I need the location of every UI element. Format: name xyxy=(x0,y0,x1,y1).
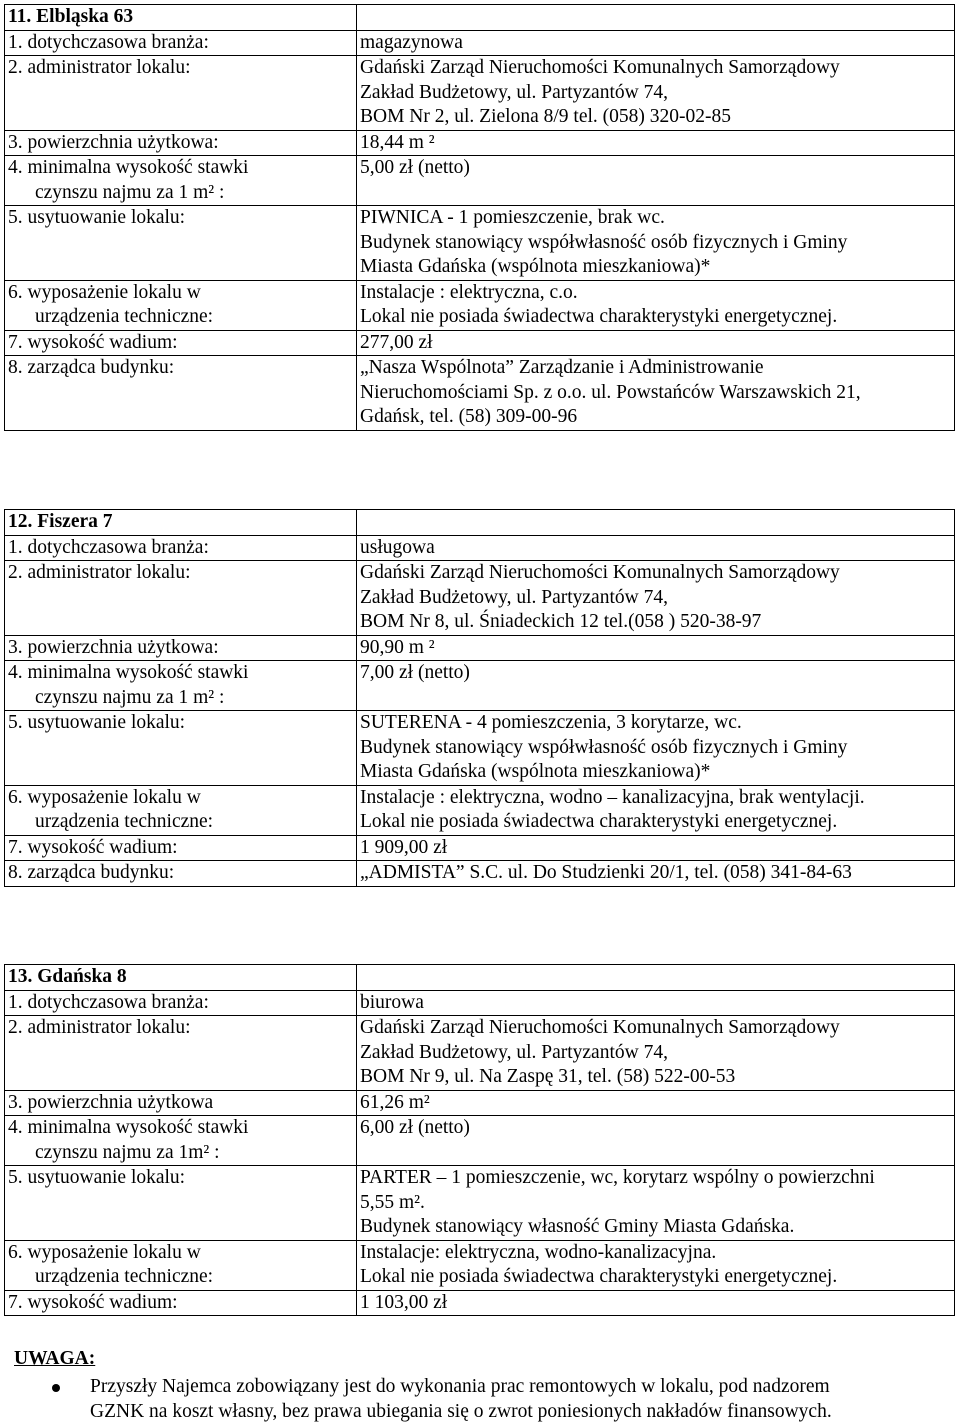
row-label-line: 7. wysokość wadium: xyxy=(8,331,178,353)
row-value-line: 1 909,00 zł xyxy=(360,836,448,858)
property-table-body xyxy=(5,965,955,1316)
property-row-equipment xyxy=(5,1240,955,1290)
row-value xyxy=(357,1166,955,1241)
row-value-line: Lokal nie posiada świadectwa charakterystyki energetycznej. xyxy=(360,306,838,327)
property-header-row xyxy=(5,5,955,31)
row-label-line: 2. administrator lokalu: xyxy=(8,562,191,583)
property-row-min-rent xyxy=(5,661,955,711)
row-value-line: Gdański Zarząd Nieruchomości Komunalnych Samorządowy xyxy=(360,562,840,583)
note-title: UWAGA: xyxy=(14,1348,96,1369)
row-value xyxy=(357,635,955,661)
row-label xyxy=(5,535,357,561)
row-value-line: 5,55 m². xyxy=(360,1191,425,1213)
row-value-line: BOM Nr 8, ul. Śniadeckich 12 tel.(058 ) 520-38-97 xyxy=(360,611,762,632)
row-value xyxy=(357,1090,955,1116)
property-table-gdanska-8 xyxy=(4,964,955,1316)
property-row-location xyxy=(5,1166,955,1241)
property-row-manager xyxy=(5,861,955,887)
property-header-row xyxy=(5,965,955,991)
row-value xyxy=(357,330,955,356)
row-value-line: Zakład Budżetowy, ul. Partyzantów 74, xyxy=(360,586,668,608)
property-header-empty-cell xyxy=(357,965,955,991)
row-label-line: 6. wyposażenie lokalu w xyxy=(8,281,201,303)
row-value-line: biurowa xyxy=(360,991,424,1013)
row-value-line: Instalacje: elektryczna, wodno-kanalizacyjna. xyxy=(360,1241,717,1263)
row-value-line: PARTER – 1 pomieszczenie, wc, korytarz wspólny o powierzchni xyxy=(360,1167,875,1188)
row-label-line: 6. wyposażenie lokalu w xyxy=(8,1241,201,1263)
row-label xyxy=(5,206,357,281)
row-value-line: Budynek stanowiący współwłasność osób fizycznych i Gminy xyxy=(360,231,848,253)
property-table-elblaska-63 xyxy=(4,4,955,431)
row-label-line: 7. wysokość wadium: xyxy=(8,1291,178,1313)
note-line: GZNK na koszt własny, bez prawa ubiegania się o zwrot poniesionych nakładów finansowych. xyxy=(90,1400,832,1422)
row-value-line: Lokal nie posiada świadectwa charakterystyki energetycznej. xyxy=(360,1266,838,1287)
row-value-line: 90,90 m ² xyxy=(360,636,435,658)
row-label xyxy=(5,56,357,131)
row-value-line: Lokal nie posiada świadectwa charakterystyki energetycznej. xyxy=(360,811,838,832)
row-value-line: usługowa xyxy=(360,536,435,558)
row-label-line: 5. usytuowanie lokalu: xyxy=(8,207,186,228)
row-label xyxy=(5,356,357,431)
row-value xyxy=(357,661,955,711)
row-value-line: magazynowa xyxy=(360,31,463,53)
row-value xyxy=(357,1240,955,1290)
row-value xyxy=(357,280,955,330)
row-label-line: czynszu najmu za 1m² : xyxy=(35,1141,220,1163)
row-label xyxy=(5,861,357,887)
row-value xyxy=(357,356,955,431)
row-value xyxy=(357,785,955,835)
row-label xyxy=(5,330,357,356)
row-value-line: 6,00 zł (netto) xyxy=(360,1117,470,1138)
property-table-body xyxy=(5,5,955,431)
row-label xyxy=(5,561,357,636)
property-row-branch xyxy=(5,30,955,56)
row-value-line: Gdański Zarząd Nieruchomości Komunalnych Samorządowy xyxy=(360,57,840,78)
note-list-item xyxy=(14,1375,954,1424)
row-value-line: 61,26 m² xyxy=(360,1091,430,1113)
row-label xyxy=(5,1090,357,1116)
property-row-area xyxy=(5,635,955,661)
property-row-equipment xyxy=(5,785,955,835)
row-label xyxy=(5,130,357,156)
row-value-line: Gdański Zarząd Nieruchomości Komunalnych Samorządowy xyxy=(360,1017,840,1038)
property-title: 11. Elbląska 63 xyxy=(5,5,357,31)
property-row-min-rent xyxy=(5,156,955,206)
row-label-line: urządzenia techniczne: xyxy=(35,306,214,327)
row-label xyxy=(5,990,357,1016)
row-label-line: 5. usytuowanie lokalu: xyxy=(8,712,186,733)
row-label-line: 5. usytuowanie lokalu: xyxy=(8,1167,186,1188)
note-section xyxy=(14,1347,954,1424)
row-value-line: PIWNICA - 1 pomieszczenie, brak wc. xyxy=(360,207,665,228)
row-label xyxy=(5,1116,357,1166)
row-label xyxy=(5,30,357,56)
note-list xyxy=(14,1375,954,1424)
row-label-line: czynszu najmu za 1 m² : xyxy=(35,181,225,203)
row-value xyxy=(357,711,955,786)
row-value xyxy=(357,535,955,561)
row-label-line: 2. administrator lokalu: xyxy=(8,1017,191,1038)
row-label xyxy=(5,1016,357,1091)
row-label-line: 8. zarządca budynku: xyxy=(8,357,175,378)
property-row-branch xyxy=(5,535,955,561)
row-label-line: urządzenia techniczne: xyxy=(35,1266,214,1287)
row-label xyxy=(5,785,357,835)
property-row-manager xyxy=(5,356,955,431)
row-label xyxy=(5,661,357,711)
property-row-area xyxy=(5,130,955,156)
row-label xyxy=(5,1166,357,1241)
property-row-administrator xyxy=(5,561,955,636)
row-value-line: 5,00 zł (netto) xyxy=(360,157,470,178)
row-label xyxy=(5,280,357,330)
row-value-line: SUTERENA - 4 pomieszczenia, 3 korytarze, wc. xyxy=(360,712,742,733)
row-label-line: urządzenia techniczne: xyxy=(35,811,214,832)
bullet-icon xyxy=(52,1384,60,1392)
row-label xyxy=(5,1290,357,1316)
property-row-deposit xyxy=(5,330,955,356)
row-value-line: BOM Nr 9, ul. Na Zaspę 31, tel. (58) 522-00-53 xyxy=(360,1066,736,1087)
property-row-administrator xyxy=(5,56,955,131)
row-label-line: 8. zarządca budynku: xyxy=(8,862,175,883)
row-label-line: 1. dotychczasowa branża: xyxy=(8,991,209,1013)
property-row-administrator xyxy=(5,1016,955,1091)
property-table-body xyxy=(5,510,955,887)
row-label-line: 4. minimalna wysokość stawki xyxy=(8,662,249,683)
row-value xyxy=(357,561,955,636)
property-header-row xyxy=(5,510,955,536)
row-value xyxy=(357,156,955,206)
row-value xyxy=(357,861,955,887)
row-value-line: 277,00 zł xyxy=(360,331,433,353)
row-label-line: 2. administrator lokalu: xyxy=(8,57,191,78)
row-label xyxy=(5,711,357,786)
row-value-line: Nieruchomościami Sp. z o.o. ul. Powstańców Warszawskich 21, xyxy=(360,381,861,403)
row-label-line: 3. powierzchnia użytkowa: xyxy=(8,131,219,153)
row-value-line: Instalacje : elektryczna, wodno – kanalizacyjna, brak wentylacji. xyxy=(360,786,865,808)
row-value-line: Zakład Budżetowy, ul. Partyzantów 74, xyxy=(360,81,668,103)
property-row-deposit xyxy=(5,835,955,861)
property-row-branch xyxy=(5,990,955,1016)
row-value-line: 1 103,00 zł xyxy=(360,1291,448,1313)
row-label-line: czynszu najmu za 1 m² : xyxy=(35,686,225,708)
row-value xyxy=(357,1016,955,1091)
row-value-line: Zakład Budżetowy, ul. Partyzantów 74, xyxy=(360,1041,668,1063)
row-value-line: Instalacje : elektryczna, c.o. xyxy=(360,281,578,303)
row-value xyxy=(357,1116,955,1166)
row-label-line: 3. powierzchnia użytkowa: xyxy=(8,636,219,658)
row-label-line: 4. minimalna wysokość stawki xyxy=(8,1117,249,1138)
row-value-line: Budynek stanowiący własność Gminy Miasta Gdańska. xyxy=(360,1216,795,1237)
row-value xyxy=(357,990,955,1016)
property-row-equipment xyxy=(5,280,955,330)
row-label-line: 1. dotychczasowa branża: xyxy=(8,536,209,558)
row-label-line: 6. wyposażenie lokalu w xyxy=(8,786,201,808)
row-value xyxy=(357,56,955,131)
row-label xyxy=(5,156,357,206)
property-title: 13. Gdańska 8 xyxy=(5,965,357,991)
row-label xyxy=(5,1240,357,1290)
property-title: 12. Fiszera 7 xyxy=(5,510,357,536)
property-row-location xyxy=(5,711,955,786)
row-value xyxy=(357,206,955,281)
property-row-deposit xyxy=(5,1290,955,1316)
row-value-line: Budynek stanowiący współwłasność osób fizycznych i Gminy xyxy=(360,736,848,758)
row-value xyxy=(357,1290,955,1316)
row-value-line: Miasta Gdańska (wspólnota mieszkaniowa)* xyxy=(360,256,711,277)
row-value-line: Gdańsk, tel. (58) 309-00-96 xyxy=(360,406,578,427)
property-table-fiszera-7 xyxy=(4,509,955,887)
property-row-area xyxy=(5,1090,955,1116)
property-row-location xyxy=(5,206,955,281)
row-label-line: 7. wysokość wadium: xyxy=(8,836,178,858)
row-value-line: BOM Nr 2, ul. Zielona 8/9 tel. (058) 320-02-85 xyxy=(360,106,731,127)
row-value-line: „ADMISTA” S.C. ul. Do Studzienki 20/1, tel. (058) 341-84-63 xyxy=(360,862,852,883)
row-value-line: 7,00 zł (netto) xyxy=(360,662,470,683)
row-value-line: Miasta Gdańska (wspólnota mieszkaniowa)* xyxy=(360,761,711,782)
row-value xyxy=(357,835,955,861)
row-label xyxy=(5,835,357,861)
property-row-min-rent xyxy=(5,1116,955,1166)
row-label-line: 4. minimalna wysokość stawki xyxy=(8,157,249,178)
row-value-line: 18,44 m ² xyxy=(360,131,435,153)
row-value-line: „Nasza Wspólnota” Zarządzanie i Administrowanie xyxy=(360,357,764,378)
row-label-line: 1. dotychczasowa branża: xyxy=(8,31,209,53)
row-label xyxy=(5,635,357,661)
row-value xyxy=(357,30,955,56)
note-line: Przyszły Najemca zobowiązany jest do wykonania prac remontowych w lokalu, pod nadzorem xyxy=(90,1376,830,1397)
row-label-line: 3. powierzchnia użytkowa xyxy=(8,1091,214,1113)
row-value xyxy=(357,130,955,156)
property-header-empty-cell xyxy=(357,510,955,536)
property-header-empty-cell xyxy=(357,5,955,31)
